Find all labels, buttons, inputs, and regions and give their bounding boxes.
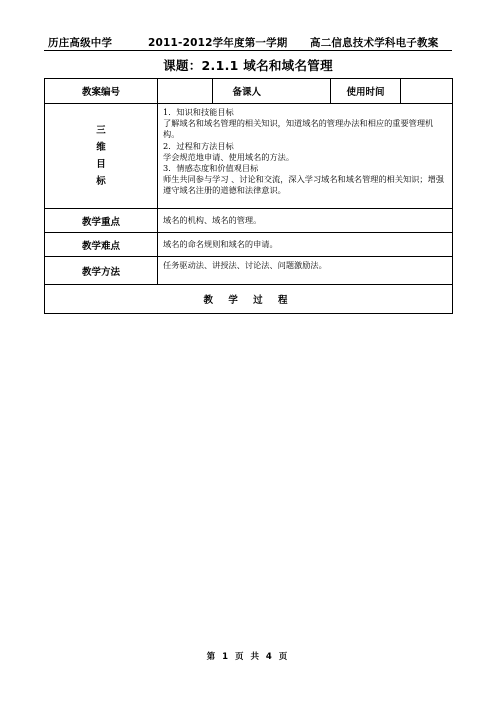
plan-number-value[interactable]: [158, 79, 213, 104]
objectives-row: [45, 104, 453, 209]
preparer-value[interactable]: [281, 79, 331, 104]
objective-line: 1．知识和技能目标: [163, 107, 234, 117]
key-points-value: 域名的机构、域名的管理。: [158, 209, 453, 233]
methods-value: 任务驱动法、讲授法、讨论法、问题激励法。: [158, 257, 453, 285]
objective-line: 2．过程和方法目标: [163, 140, 234, 151]
use-time-value[interactable]: [401, 79, 453, 104]
difficulties-label: 教学难点: [45, 233, 158, 257]
difficulties-row: [45, 233, 453, 257]
objective-line: 3．情感态度和价值观目标: [163, 163, 259, 174]
objective-line: 了解域名和域名管理的相关知识，知道域名的管理办法和相应的重要管理机构。: [163, 118, 434, 140]
preparer-label: 备课人: [213, 79, 281, 104]
lesson-plan-table: [44, 78, 453, 314]
objectives-label-char: 标: [96, 176, 106, 187]
header-school: 历庄高级中学: [48, 37, 113, 49]
page-footer: 第 1 页 共 4 页: [206, 652, 290, 662]
plan-number-label: 教案编号: [45, 79, 158, 104]
key-points-row: [45, 209, 453, 233]
objectives-label-char: 维: [96, 142, 106, 153]
objectives-label-char: 目: [96, 159, 106, 170]
lesson-title: 课题：2.1.1 域名和域名管理: [163, 58, 333, 73]
process-row: [45, 285, 453, 314]
methods-row: [45, 257, 453, 285]
objectives-content: [158, 104, 453, 209]
objectives-label: [45, 104, 158, 209]
header-term: 2011-2012学年度第一学期: [148, 37, 288, 49]
info-row: [45, 79, 453, 104]
objective-line: 师生共同参与学习 、讨论和交流，深入学习域名和域名管理的相关知识；增强遵守域名注册的道德和法律意识。: [163, 174, 444, 196]
use-time-label: 使用时间: [331, 79, 401, 104]
methods-label: 教学方法: [45, 257, 158, 285]
objective-line: 学会规范地申请、使用域名的方法。: [163, 151, 295, 162]
page-header: [44, 34, 452, 51]
header-subject: 高二信息技术学科电子教案: [310, 37, 439, 49]
objectives-label-char: 三: [96, 125, 106, 136]
process-label: 教 学 过 程: [45, 285, 453, 314]
difficulties-value: 域名的命名规则和域名的申请。: [158, 233, 453, 257]
key-points-label: 教学重点: [45, 209, 158, 233]
